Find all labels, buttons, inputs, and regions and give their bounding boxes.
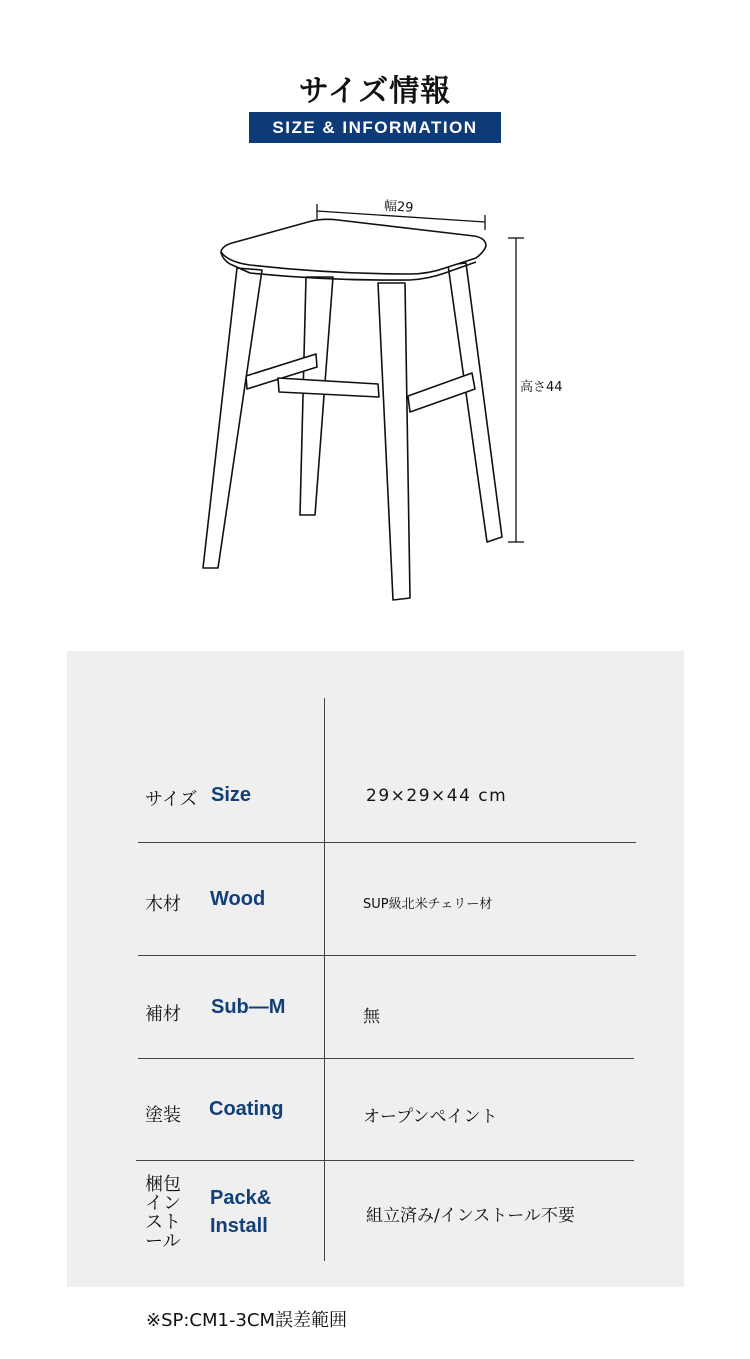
stool-stretcher-front (278, 378, 379, 397)
page-title: サイズ情報 (298, 74, 452, 109)
spec-label-pack-jp (145, 1175, 181, 1251)
spec-value-pack: 組立済み/インストール不要 (366, 1206, 575, 1226)
spec-label-pack-jp-line: ール (145, 1231, 181, 1252)
height-label: 高さ44 (520, 380, 563, 395)
stool-seat (221, 219, 486, 274)
spec-value-size: 29×29×44 cm (366, 786, 508, 806)
spec-label-pack-jp-line: イン (145, 1193, 181, 1214)
spec-label-wood-jp: 木材 (145, 894, 181, 915)
stool-leg-back-right (448, 263, 502, 542)
stool-stretcher-right (408, 373, 475, 412)
spec-label-pack-jp-line: 梱包 (145, 1174, 181, 1195)
column-divider (324, 698, 325, 1261)
row-divider (138, 1058, 634, 1059)
spec-label-sub-jp: 補材 (145, 1004, 181, 1025)
stool-leg-front-left (203, 268, 262, 568)
spec-label-coating-jp: 塗装 (145, 1105, 181, 1126)
spec-label-pack-jp-line: スト (145, 1212, 181, 1233)
stool-dimension-drawing (0, 180, 750, 620)
spec-label-pack-en (210, 1184, 271, 1240)
row-divider (138, 955, 636, 956)
spec-label-size-en: Size (211, 784, 252, 806)
spec-label-pack-en-line: Pack& (210, 1187, 272, 1209)
spec-label-pack-en-line: Install (210, 1215, 268, 1237)
spec-label-size-jp: サイズ (145, 789, 198, 810)
tolerance-footnote: ※SP:CM1-3CM誤差範囲 (146, 1310, 348, 1331)
spec-label-sub-en: Sub—M (211, 996, 286, 1018)
spec-value-coating: オープンペイント (363, 1107, 498, 1127)
stool-leg-back-left (300, 277, 333, 515)
page-subtitle-badge: SIZE & INFORMATION (249, 112, 501, 143)
width-label: 幅29 (383, 198, 414, 216)
stool-leg-front-right (378, 283, 410, 600)
spec-value-wood: SUP級北米チェリー材 (363, 897, 493, 912)
spec-table (67, 651, 684, 1287)
row-divider (138, 842, 636, 843)
row-divider (136, 1160, 634, 1161)
spec-label-wood-en: Wood (210, 888, 266, 910)
spec-value-sub: 無 (363, 1007, 380, 1027)
spec-label-coating-en: Coating (209, 1098, 284, 1120)
